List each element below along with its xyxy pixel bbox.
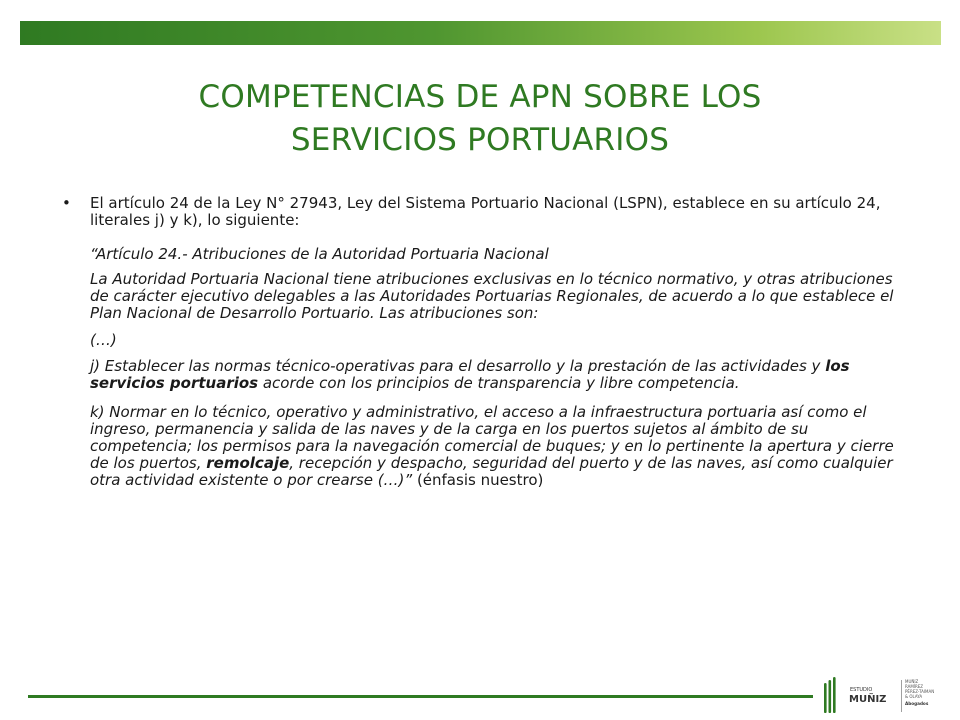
estudio-muniz-logo	[822, 674, 940, 714]
bottom-divider	[28, 695, 813, 698]
quote-j-bold: los servicios portuarios	[90, 357, 850, 392]
bullet-dot-icon: •	[62, 194, 71, 212]
quote-item-j	[90, 358, 894, 392]
logo-tagline: Abogados	[905, 701, 929, 706]
logo-name-4: & OLAYA	[905, 694, 923, 699]
bullet-text: El artículo 24 de la Ley N° 27943, Ley del Sistema Portuario Nacional (LSPN), establece en su artículo 24, literales j) y k), lo siguiente:	[90, 194, 881, 229]
logo-line-1: ESTUDIO	[850, 687, 873, 693]
logo-line-2: MUÑIZ	[849, 694, 887, 705]
quote-k-after: , recepción y despacho, seguridad del puerto y de las naves, así como cualquier otra actividad existente o por crearse (…)”	[90, 454, 893, 489]
logo-name-2: RAMÍREZ	[905, 684, 924, 689]
quote-j-before: j) Establecer las normas técnico-operativas para el desarrollo y la prestación de las actividades y	[90, 357, 826, 375]
slide-title-line-1: COMPETENCIAS DE APN SOBRE LOS	[198, 79, 762, 115]
quote-ellipsis: (…)	[90, 331, 117, 349]
quote-k-before: k) Normar en lo técnico, operativo y administrativo, el acceso a la infraestructura portuaria así como el ingreso, permanencia y salida de las naves y de la carga en los puertos sujetos al ámbito de su competencia; los permisos para la navegación comercial de buques; y en lo pertinente la apertura y cierre de los puertos,	[90, 403, 894, 472]
logo-separator	[901, 680, 902, 712]
logo-name-1: MUÑIZ	[905, 679, 919, 684]
quote-j-after: acorde con los principios de transparencia y libre competencia.	[258, 374, 740, 392]
quote-k-bold: remolcaje	[206, 454, 290, 472]
logo-name-3: PÉREZ-TAIMAN	[905, 689, 935, 694]
quote-emphasis-note: (énfasis nuestro)	[412, 471, 544, 489]
logo-partner-names	[905, 679, 936, 699]
quote-intro: La Autoridad Portuaria Nacional tiene atribuciones exclusivas en lo técnico normativo, y otras atribuciones de carácter ejecutivo delegables a las Autoridades Portuarias Regionales, de acuerdo a lo que establece el Plan Nacional de Desarrollo Portuario. Las atribuciones son:	[90, 270, 894, 322]
bullet-item	[62, 195, 894, 229]
law-quote	[62, 246, 894, 489]
slide-body	[62, 195, 894, 489]
logo-mark-icon	[824, 677, 836, 713]
quote-heading: “Artículo 24.- Atribuciones de la Autoridad Portuaria Nacional	[90, 245, 549, 263]
slide-title-line-2: SERVICIOS PORTUARIOS	[290, 122, 670, 158]
slide-title	[80, 76, 880, 162]
quote-item-k	[90, 404, 894, 489]
top-accent-bar	[20, 21, 941, 45]
